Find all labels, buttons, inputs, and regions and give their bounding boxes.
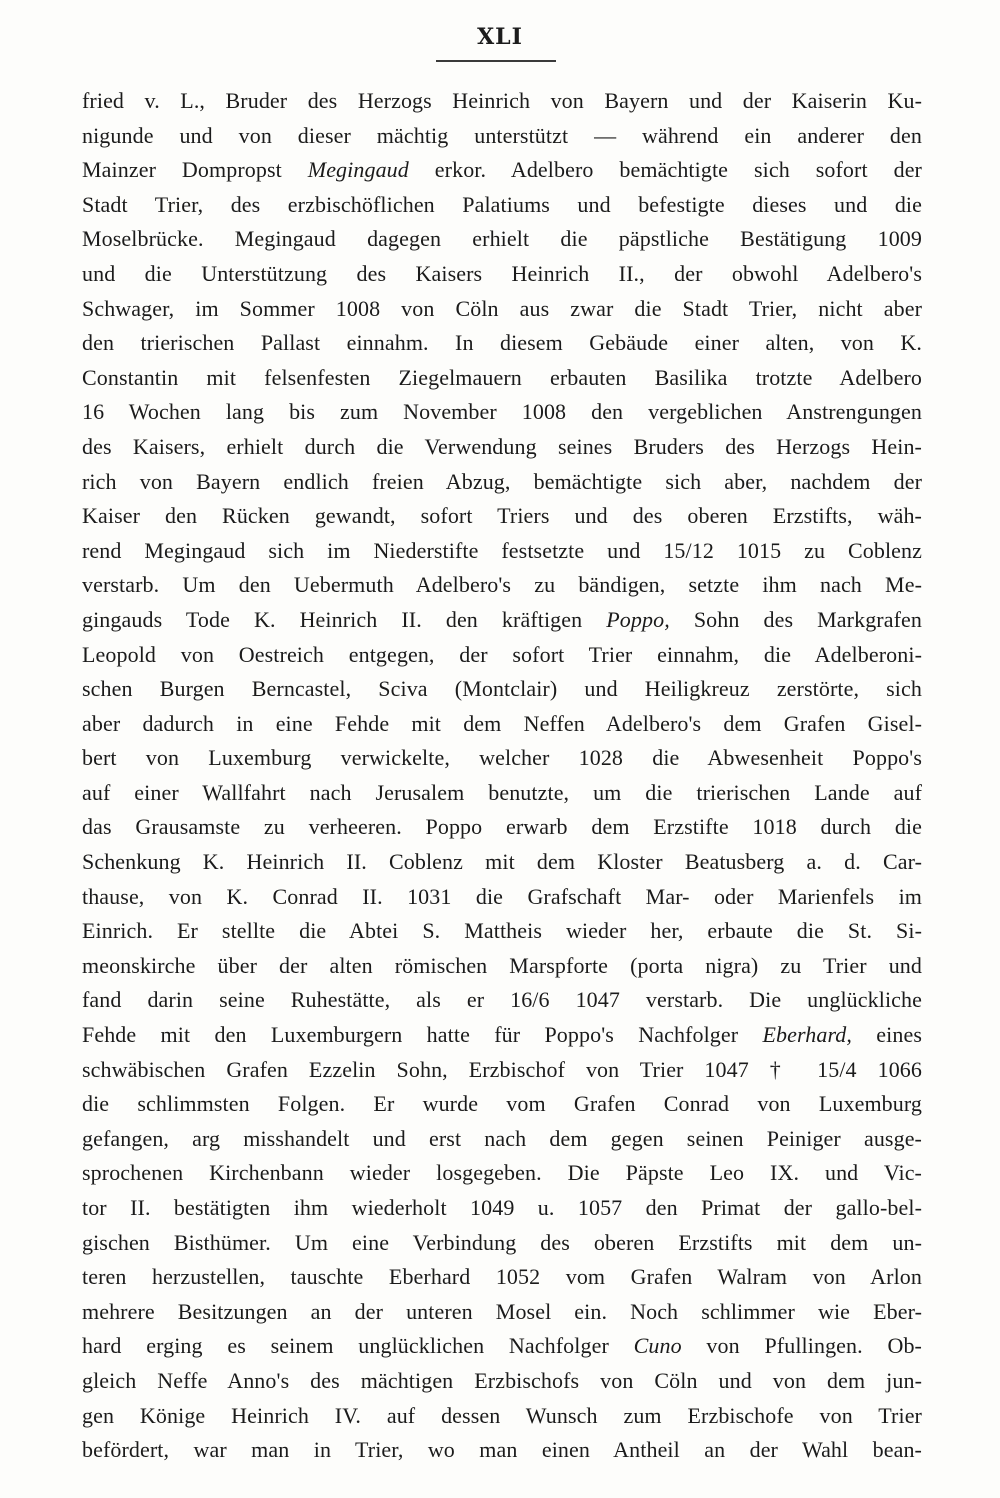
- italic-name: Megingaud: [307, 157, 409, 183]
- text-segment: Fehde mit den Luxemburgern hatte für Poppo's Nachfolger: [82, 1022, 763, 1048]
- text-segment: 16 Wochen lang bis zum November 1008 den vergeblichen Anstrengungen: [82, 399, 922, 425]
- text-segment: Schenkung K. Heinrich II. Coblenz mit dem Kloster Beatusberg a. d. Car-: [82, 849, 922, 875]
- text-line: [82, 84, 922, 119]
- text-line: [82, 326, 922, 361]
- text-line: [82, 707, 922, 742]
- text-line: [82, 949, 922, 984]
- text-line: [82, 257, 922, 292]
- text-segment: nigunde und von dieser mächtig unterstützt — während ein anderer den: [82, 122, 922, 148]
- text-line: [82, 914, 922, 949]
- text-segment: fried v. L., Bruder des Herzogs Heinrich von Bayern und der Kaiserin Ku-: [82, 88, 922, 113]
- italic-name: Poppo,: [606, 606, 670, 632]
- text-line: [82, 430, 922, 465]
- text-segment: rend Megingaud sich im Niederstifte festsetzte und 15/12 1015 zu Coblenz: [82, 537, 922, 563]
- text-line: [82, 1087, 922, 1122]
- text-line: [82, 1191, 922, 1226]
- text-segment: gefangen, arg misshandelt und erst nach dem gegen seinen Peiniger ausge-: [82, 1125, 922, 1151]
- text-segment: Stadt Trier, des erzbischöflichen Palatiums und befestigte dieses und die: [82, 191, 922, 217]
- text-line: [82, 810, 922, 845]
- text-segment: sprochenen Kirchenbann wieder losgegeben. Die Päpste Leo IX. und Vic-: [82, 1160, 922, 1186]
- text-line: [82, 1433, 922, 1468]
- text-segment: meonskirche über der alten römischen Marspforte (porta nigra) zu Trier und: [82, 952, 922, 978]
- text-segment: das Grausamste zu verheeren. Poppo erwarb dem Erzstifte 1018 durch die: [82, 814, 922, 840]
- text-line: [82, 1226, 922, 1261]
- text-segment: Constantin mit felsenfesten Ziegelmauern erbauten Basilika trotzte Adelbero: [82, 364, 922, 390]
- text-line: [82, 638, 922, 673]
- text-line: [82, 1295, 922, 1330]
- text-segment: fand darin seine Ruhestätte, als er 16/6 1047 verstarb. Die unglückliche: [82, 987, 922, 1013]
- text-segment: tor II. bestätigten ihm wiederholt 1049 u. 1057 den Primat der gallo-bel-: [82, 1195, 922, 1220]
- text-segment: Schwager, im Sommer 1008 von Cöln aus zwar die Stadt Trier, nicht aber: [82, 295, 922, 321]
- text-line: [82, 603, 922, 638]
- text-line: [82, 568, 922, 603]
- text-line: [82, 153, 922, 188]
- page-number: XLI: [477, 24, 523, 50]
- text-line: [82, 534, 922, 569]
- text-line: [82, 1156, 922, 1191]
- text-line: [82, 465, 922, 500]
- text-segment: Einrich. Er stellte die Abtei S. Mattheis wieder her, erbaute die St. Si-: [82, 918, 922, 944]
- text-segment: von Pfullingen. Ob-: [681, 1333, 922, 1359]
- text-line: [82, 361, 922, 396]
- text-segment: teren herzustellen, tauschte Eberhard 1052 vom Grafen Walram von Arlon: [82, 1264, 922, 1290]
- text-segment: gischen Bisthümer. Um eine Verbindung des oberen Erzstifts mit dem un-: [82, 1229, 922, 1255]
- text-segment: auf einer Wallfahrt nach Jerusalem benutzte, um die trierischen Lande auf: [82, 779, 922, 805]
- header-rule: [436, 60, 556, 62]
- text-segment: thause, von K. Conrad II. 1031 die Grafschaft Mar- oder Marienfels im: [82, 883, 922, 909]
- text-line: [82, 1329, 922, 1364]
- text-segment: gleich Neffe Anno's des mächtigen Erzbischofs von Cöln und von dem jun-: [82, 1367, 922, 1393]
- text-line: [82, 292, 922, 327]
- text-line: [82, 119, 922, 154]
- text-segment: eines: [852, 1022, 922, 1048]
- text-segment: Sohn des Markgrafen: [669, 606, 922, 632]
- text-segment: hard erging es seinem unglücklichen Nachfolger: [82, 1333, 634, 1359]
- text-line: [82, 1018, 922, 1053]
- text-segment: rich von Bayern endlich freien Abzug, bemächtigte sich aber, nachdem der: [82, 468, 922, 494]
- text-line: [82, 395, 922, 430]
- text-segment: des Kaisers, erhielt durch die Verwendung seines Bruders des Herzogs Hein-: [82, 433, 922, 459]
- text-line: [82, 672, 922, 707]
- text-line: [82, 1399, 922, 1434]
- text-line: [82, 188, 922, 223]
- italic-name: Cuno: [633, 1333, 682, 1359]
- text-segment: und die Unterstützung des Kaisers Heinrich II., der obwohl Adelbero's: [82, 260, 922, 286]
- text-segment: gingauds Tode K. Heinrich II. den kräftigen: [82, 606, 607, 632]
- text-segment: schen Burgen Berncastel, Sciva (Montclair) und Heiligkreuz zerstörte, sich: [82, 676, 922, 702]
- text-line: [82, 1053, 922, 1088]
- text-line: [82, 880, 922, 915]
- text-segment: bert von Luxemburg verwickelte, welcher 1028 die Abwesenheit Poppo's: [82, 745, 922, 771]
- text-segment: schwäbischen Grafen Ezzelin Sohn, Erzbischof von Trier 1047 † 15/4 1066: [82, 1056, 922, 1082]
- text-segment: Moselbrücke. Megingaud dagegen erhielt die päpstliche Bestätigung 1009: [82, 226, 922, 252]
- text-line: [82, 845, 922, 880]
- text-segment: gen Könige Heinrich IV. auf dessen Wunsch zum Erzbischofe von Trier: [82, 1402, 922, 1428]
- text-segment: die schlimmsten Folgen. Er wurde vom Grafen Conrad von Luxemburg: [82, 1091, 922, 1117]
- text-segment: Kaiser den Rücken gewandt, sofort Triers und des oberen Erzstifts, wäh-: [82, 503, 922, 529]
- text-line: [82, 1260, 922, 1295]
- text-segment: mehrere Besitzungen an der unteren Mosel ein. Noch schlimmer wie Eber-: [82, 1298, 922, 1324]
- text-line: [82, 1122, 922, 1157]
- text-segment: befördert, war man in Trier, wo man einen Antheil an der Wahl bean-: [82, 1437, 922, 1463]
- text-segment: Mainzer Dompropst: [82, 157, 308, 183]
- text-segment: erkor. Adelbero bemächtigte sich sofort der: [408, 157, 922, 183]
- text-line: [82, 1364, 922, 1399]
- text-line: [82, 499, 922, 534]
- text-segment: den trierischen Pallast einnahm. In diesem Gebäude einer alten, von K.: [82, 330, 922, 356]
- italic-name: Eberhard,: [762, 1022, 852, 1048]
- text-line: [82, 983, 922, 1018]
- text-line: [82, 741, 922, 776]
- text-line: [82, 222, 922, 257]
- text-segment: verstarb. Um den Uebermuth Adelbero's zu bändigen, setzte ihm nach Me-: [82, 572, 922, 598]
- text-segment: aber dadurch in eine Fehde mit dem Neffen Adelbero's dem Grafen Gisel-: [82, 710, 922, 736]
- text-segment: Leopold von Oestreich entgegen, der sofort Trier einnahm, die Adelberoni-: [82, 641, 922, 667]
- body-text: [82, 84, 922, 1468]
- text-line: [82, 776, 922, 811]
